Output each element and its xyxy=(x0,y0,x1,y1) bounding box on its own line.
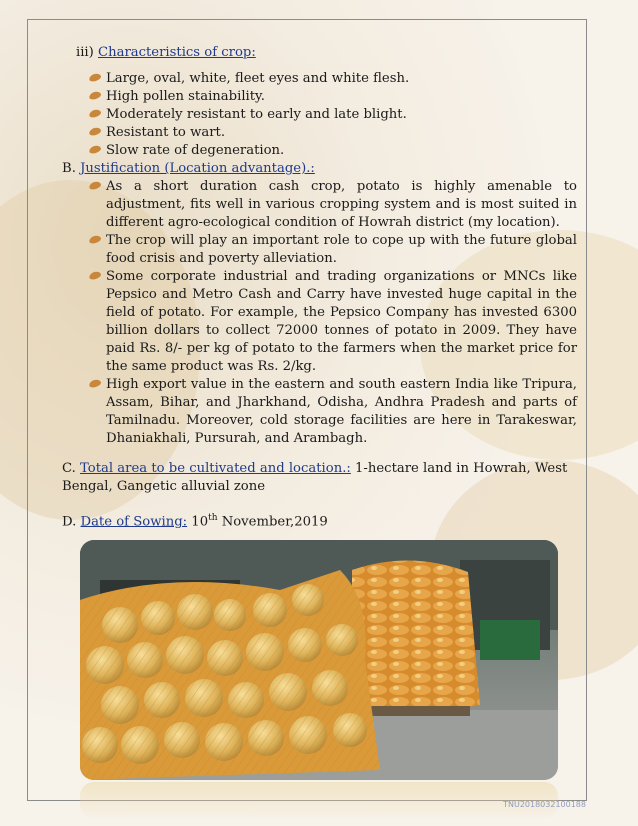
sowing-day: 10 xyxy=(187,514,209,530)
leaf-bullet-icon xyxy=(88,270,102,280)
list-item: High pollen stainability. xyxy=(62,88,577,106)
sowing-day-suffix: th xyxy=(208,513,218,523)
sowing-month-year: November,2019 xyxy=(217,514,328,530)
potato-sacks-illustration xyxy=(80,540,558,780)
list-item: Moderately resistant to early and late blight. xyxy=(62,106,577,124)
leaf-bullet-icon xyxy=(88,144,102,154)
section-d-paragraph xyxy=(62,509,577,531)
list-item: Some corporate industrial and trading organizations or MNCs like Pepsico and Metro Cash and Carry have invested huge capital in the field of potato. For example, the Pepsico Company has invested 6300 billion dollars to collect 72000 tonnes of potato in 2009. They have paid Rs. 8/- per kg of potato to the farmers when the market price for the same product was Rs. 2/kg. xyxy=(62,268,577,376)
pallet-stack xyxy=(352,560,480,716)
section-c-prefix: C. xyxy=(62,461,81,476)
photo-reflection xyxy=(80,782,558,818)
section-d-prefix: D. xyxy=(62,514,81,530)
section-b-title: Justification (Location advantage).: xyxy=(80,161,315,176)
section-iii-prefix: iii) xyxy=(76,45,98,60)
list-item: Slow rate of degeneration. xyxy=(62,142,577,160)
section-b-heading xyxy=(62,160,577,178)
section-c-paragraph xyxy=(62,460,577,496)
document-body xyxy=(62,44,577,531)
leaf-bullet-icon xyxy=(88,234,102,244)
sack-pile xyxy=(80,570,380,780)
leaf-bullet-icon xyxy=(88,72,102,82)
section-c-title: Total area to be cultivated and location.: xyxy=(80,461,351,476)
section-iii-heading xyxy=(76,44,577,62)
leaf-bullet-icon xyxy=(88,378,102,388)
footer-document-id: TNU2018032100188 xyxy=(503,800,586,809)
section-d-title: Date of Sowing: xyxy=(80,514,188,530)
list-item: Resistant to wart. xyxy=(62,124,577,142)
list-item: The crop will play an important role to cope up with the future global food crisis and poverty alleviation. xyxy=(62,232,577,268)
leaf-bullet-icon xyxy=(88,180,102,190)
potato-sacks-photo xyxy=(80,540,558,780)
justification-list xyxy=(62,178,577,448)
section-b-prefix: B. xyxy=(62,161,81,176)
characteristics-list xyxy=(62,70,577,160)
leaf-bullet-icon xyxy=(88,126,102,136)
section-c-text: 1-hectare land in Howrah, West Bengal, Gangetic alluvial zone xyxy=(62,461,568,494)
section-iii-title: Characteristics of crop: xyxy=(98,45,256,60)
leaf-bullet-icon xyxy=(88,90,102,100)
leaf-bullet-icon xyxy=(88,108,102,118)
list-item: As a short duration cash crop, potato is highly amenable to adjustment, fits well in various cropping system and is most suited in different agro-ecological condition of Howrah district (my location). xyxy=(62,178,577,232)
green-crates xyxy=(480,620,540,660)
list-item: High export value in the eastern and south eastern India like Tripura, Assam, Bihar, and Jharkhand, Odisha, Andhra Pradesh and parts of Tamilnadu. Moreover, cold storage facilities are here in Tarakeswar, Dhaniakhali, Pursurah, and Arambagh. xyxy=(62,376,577,448)
list-item: Large, oval, white, fleet eyes and white flesh. xyxy=(62,70,577,88)
